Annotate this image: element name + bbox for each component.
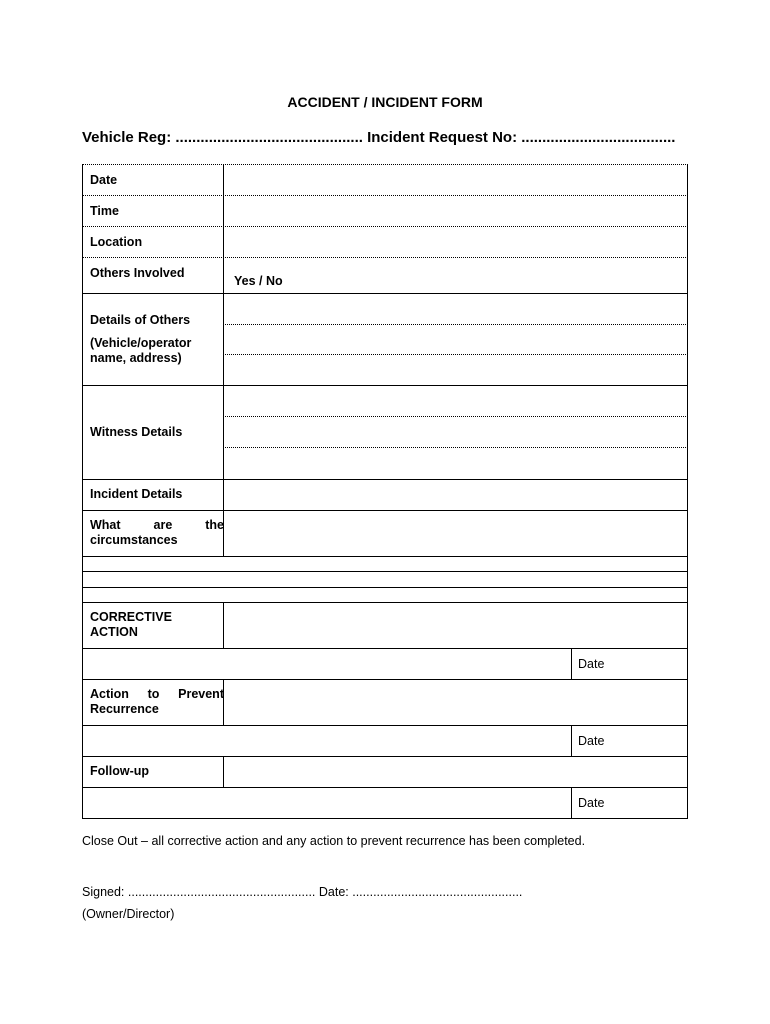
circumstances-extra-line-3[interactable] xyxy=(83,588,687,602)
form-title: ACCIDENT / INCIDENT FORM xyxy=(287,94,483,110)
signature-line[interactable]: Signed: ...................................................... Date: ................................................. xyxy=(82,885,523,899)
details-of-others-label: Details of Others xyxy=(90,313,191,327)
close-out-statement: Close Out – all corrective action and any action to prevent recurrence has been completed. xyxy=(82,834,586,848)
others-involved-label: Others Involved xyxy=(90,266,185,280)
corrective-action-field[interactable] xyxy=(224,603,687,648)
follow-up-date-label: Date xyxy=(578,796,605,810)
details-of-others-sublabel: (Vehicle/operator name, address) xyxy=(90,336,192,365)
date-label: Date xyxy=(90,173,118,187)
witness-details-label: Witness Details xyxy=(90,425,183,439)
time-field[interactable] xyxy=(224,196,687,226)
witness-details-field-2[interactable] xyxy=(224,417,687,447)
circumstances-label-line2: circumstances xyxy=(90,533,178,547)
prevent-recurrence-label-line1: Action to Prevent xyxy=(90,687,224,701)
prevent-recurrence-field[interactable] xyxy=(224,680,687,725)
circumstances-extra-line-1[interactable] xyxy=(83,557,687,571)
circumstances-field[interactable] xyxy=(224,511,687,556)
witness-details-field-1[interactable] xyxy=(224,386,687,416)
follow-up-notes-field[interactable] xyxy=(83,788,571,818)
prevent-recurrence-notes-field[interactable] xyxy=(83,726,571,756)
corrective-date-label: Date xyxy=(578,657,605,671)
details-of-others-field-1[interactable] xyxy=(224,294,687,324)
circumstances-extra-line-2[interactable] xyxy=(83,572,687,587)
details-of-others-field-2[interactable] xyxy=(224,325,687,354)
yes-no-option[interactable]: Yes / No xyxy=(234,274,283,288)
vehicle-reg-line: Vehicle Reg: ............................................. Incident Request No: ..................................... xyxy=(82,129,676,146)
circumstances-label-line1: What are the xyxy=(90,518,224,532)
corrective-action-label-line1: CORRECTIVE xyxy=(90,610,172,624)
corrective-action-label-line2: ACTION xyxy=(90,625,138,639)
incident-details-field[interactable] xyxy=(224,480,687,510)
follow-up-label: Follow-up xyxy=(90,764,150,778)
date-field[interactable] xyxy=(224,165,687,195)
corrective-action-notes-field[interactable] xyxy=(83,649,571,679)
prevent-recurrence-label-line2: Recurrence xyxy=(90,702,159,716)
others-involved-field[interactable] xyxy=(224,258,687,293)
time-label: Time xyxy=(90,204,119,218)
owner-director-label: (Owner/Director) xyxy=(82,907,175,921)
location-label: Location xyxy=(90,235,143,249)
location-field[interactable] xyxy=(224,227,687,257)
follow-up-field[interactable] xyxy=(224,757,687,787)
witness-details-field-3[interactable] xyxy=(224,448,687,479)
details-of-others-field-3[interactable] xyxy=(224,355,687,385)
prevent-date-label: Date xyxy=(578,734,605,748)
incident-details-label: Incident Details xyxy=(90,487,183,501)
